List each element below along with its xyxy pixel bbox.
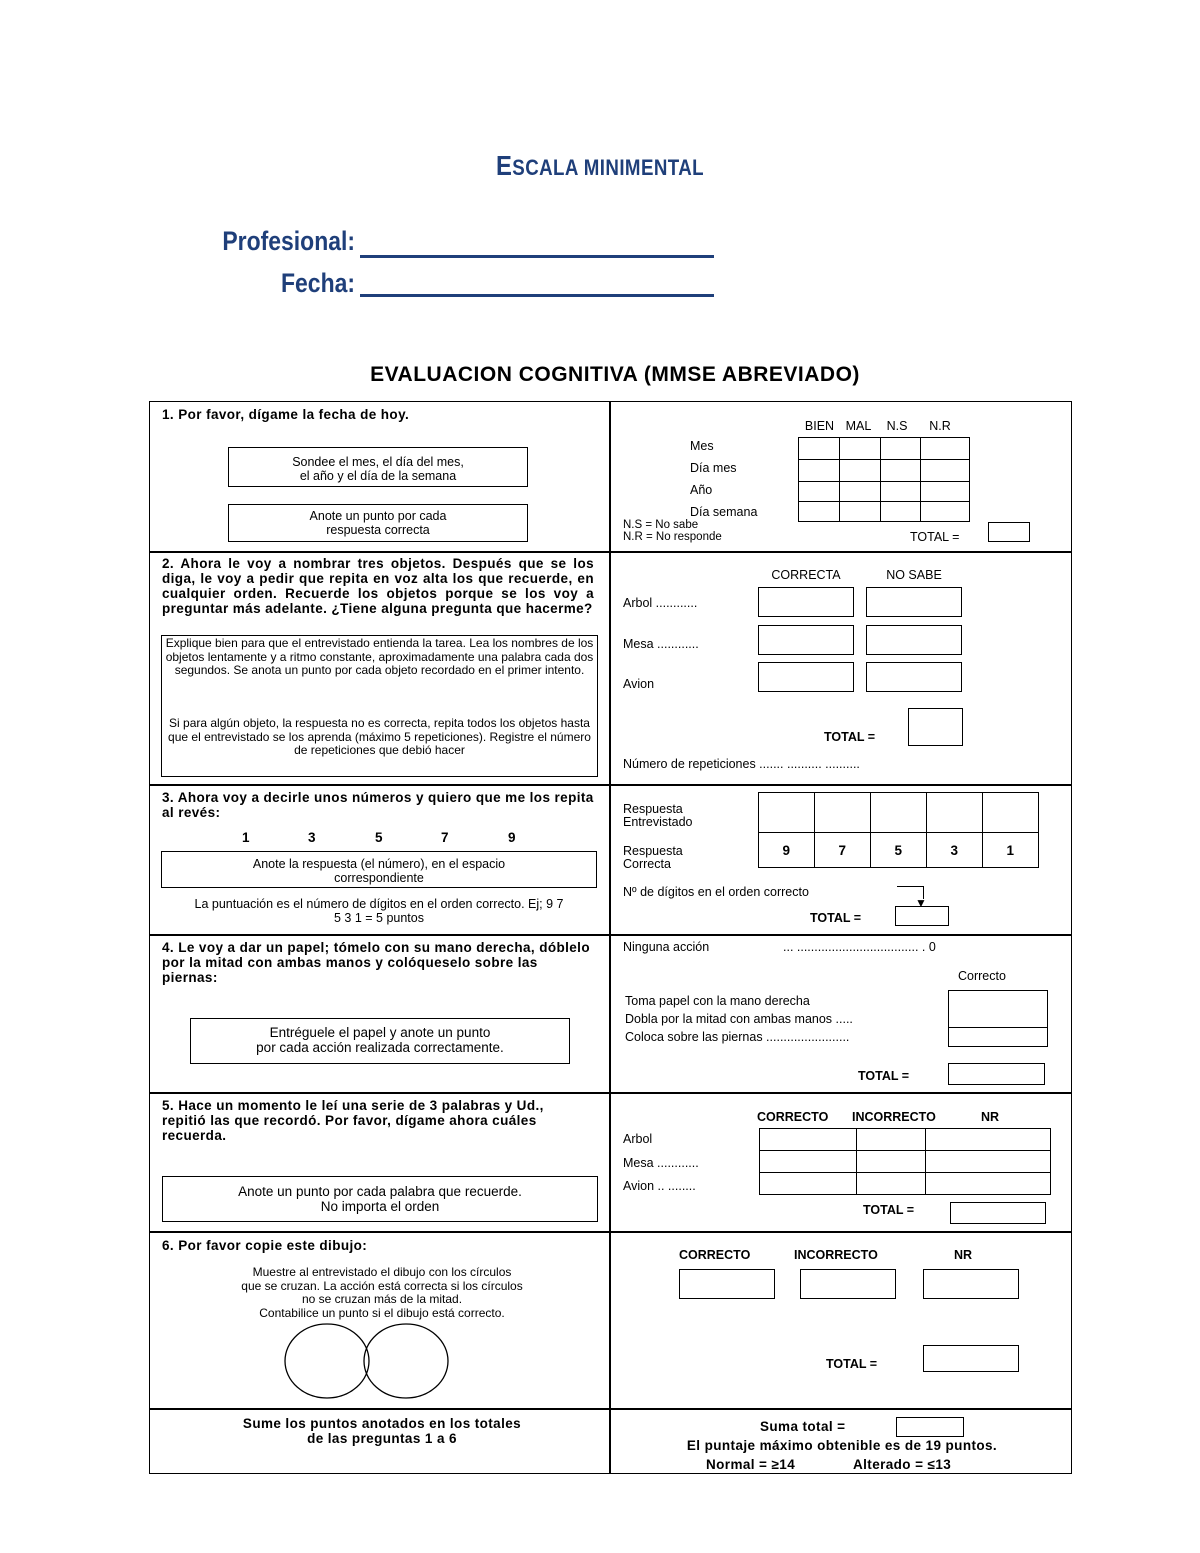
q1-question: 1. Por favor, dígame la fecha de hoy. [162,407,410,422]
q6-total-label: TOTAL = [826,1357,878,1371]
q3-total-label: TOTAL = [810,911,862,925]
q2-avion-correcta-box[interactable] [758,662,854,692]
q2-col-no-sabe: NO SABE [886,568,942,582]
q4-ninguna-dots: ... ................................... . 0 [783,940,936,954]
q6-col-incorrecto: INCORRECTO [794,1248,878,1262]
circle-left [285,1324,369,1398]
q1-row-dia-semana: Día semana [690,505,758,519]
q1-col-ns: N.S [886,419,908,433]
q1-row-ano: Año [690,483,713,497]
q6-incorrecto-box[interactable] [800,1269,896,1299]
q1-col-mal: MAL [845,419,872,433]
q4-action-grid[interactable] [948,990,1048,1047]
q3-number: 1 [242,830,250,845]
footer-max-score: El puntaje máximo obtenible es de 19 puntos. [686,1438,998,1453]
q3-instruction-box: Anote la respuesta (el número), en el espacio correspondiente [161,851,597,888]
q5-total-box[interactable] [950,1202,1046,1224]
footer-sum-instructions: Sume los puntos anotados en los totales de las preguntas 1 a 6 [242,1416,522,1446]
q2-mesa-nosabe-box[interactable] [866,625,962,655]
q2-col-correcta: CORRECTA [771,568,841,582]
fecha-label: Fecha: [281,268,355,298]
q2-item-mesa: Mesa ............ [623,637,699,651]
q6-nr-box[interactable] [923,1269,1019,1299]
footer-suma-total-box[interactable] [896,1417,964,1437]
q4-question: 4. Le voy a dar un papel; tómelo con su mano derecha, dóblelo por la mitad con ambas manos y colóqueselo sobre las piernas: [162,940,590,985]
q3-correct-digit: 1 [983,833,1039,868]
q5-instruction-box: Anote un punto por cada palabra que recuerde. No importa el orden [162,1176,598,1222]
q2-repeat-text: Si para algún objeto, la respuesta no es correcta, repita todos los objetos hasta que el entrevistado se los aprenda (máximo 5 repeticiones). Registre el número de repeticiones que debió hacer [168,716,591,757]
q6-question: 6. Por favor copie este dibujo: [162,1238,368,1253]
q1-instruction-box: Sondee el mes, el día del mes, el año y el día de la semana [228,447,528,487]
q3-number: 7 [441,830,449,845]
q1-legend-ns: N.S = No sabe [623,519,699,531]
q2-total-label: TOTAL = [824,730,876,744]
intersecting-circles-drawing [280,1322,460,1402]
section-divider [149,1092,1072,1094]
q1-row-mes: Mes [690,439,714,453]
q4-total-box[interactable] [948,1063,1045,1085]
footer-normal: Normal = ≥14 [706,1457,796,1472]
section-divider [149,934,1072,936]
q4-ninguna: Ninguna acción [623,940,710,954]
profesional-field[interactable] [360,255,714,258]
q5-answer-grid[interactable] [759,1128,1051,1195]
q2-instruction-text: Explique bien para que el entrevistado entienda la tarea. Lea los nombres de los objetos lentamente y a ritmo constante, aproximadamente una palabra cada dos segundos. Se anota un punto por cada objeto recordado en el primer intento. [165,636,594,677]
q5-col-correcto: CORRECTO [757,1110,829,1124]
q5-item-avion: Avion .. ........ [623,1179,696,1193]
section-divider [149,1231,1072,1233]
q2-repeticiones: Número de repeticiones ....... .......... .......... [623,757,860,771]
q4-action: Coloca sobre las piernas ........................ [625,1030,850,1044]
q1-scoring-box: Anote un punto por cada respuesta correcta [228,504,528,542]
q5-item-arbol: Arbol [623,1132,653,1146]
q3-resp-correcta: Respuesta Correcta [623,844,683,871]
q6-correcto-box[interactable] [679,1269,775,1299]
q1-legend-nr: N.R = No responde [623,531,722,543]
q3-question: 3. Ahora voy a decirle unos números y quiero que me los repita al revés: [162,790,594,820]
circle-right [364,1324,448,1398]
q4-col-correcto: Correcto [958,969,1006,983]
q3-digit-grid[interactable] [758,792,1039,868]
q2-item-avion: Avion [623,677,655,691]
q3-n-digitos: Nº de dígitos en el orden correcto [623,885,809,899]
q1-total-label: TOTAL = [910,530,960,544]
q2-arbol-correcta-box[interactable] [758,587,854,617]
section-divider [149,551,1072,553]
q2-arbol-nosabe-box[interactable] [866,587,962,617]
q1-col-bien: BIEN [804,419,835,433]
header-title-rest: SCALA MINIMENTAL [512,155,705,180]
fecha-field[interactable] [360,294,714,297]
q2-question: 2. Ahora le voy a nombrar tres objetos. Después que se los diga, le voy a pedir que repita en voz alta los que recuerde, en cualquier orden. Recuerde los objetos porque se los voy a preguntar más adelante. ¿Tiene alguna pregunta que hacerme? [162,556,594,616]
q6-total-box[interactable] [923,1345,1019,1372]
q3-number: 9 [508,830,516,845]
q6-instructions: Muestre al entrevistado el dibujo con los círculos que se cruzan. La acción está correcta si los círculos no se cruzan más de la mitad. Contabilice un punto si el dibujo está correcto. [241,1265,523,1320]
q3-correct-digit: 3 [927,833,983,868]
footer-suma-total-label: Suma total = [760,1419,846,1434]
q3-number: 3 [308,830,316,845]
q2-total-box[interactable] [908,708,963,746]
q5-col-incorrecto: INCORRECTO [852,1110,936,1124]
q4-action: Toma papel con la mano derecha [625,994,810,1008]
section-divider [149,784,1072,786]
q4-action: Dobla por la mitad con ambas manos ..... [625,1012,853,1026]
q1-col-nr: N.R [929,419,951,433]
q6-col-nr: NR [954,1248,973,1262]
q1-answer-grid[interactable] [798,437,970,522]
q2-avion-nosabe-box[interactable] [866,662,962,692]
column-divider [609,401,611,1474]
q3-total-box[interactable] [895,906,949,926]
q5-col-nr: NR [981,1110,1000,1124]
q1-total-box[interactable] [988,522,1030,542]
arrow-down-icon: ▼ [915,896,927,910]
q3-resp-entrevistado: Respuesta Entrevistado [623,802,693,829]
section-divider [149,1408,1072,1410]
q3-correct-digit: 5 [871,833,927,868]
q1-row-dia-mes: Día mes [690,461,737,475]
q3-correct-digit: 7 [815,833,871,868]
q6-col-correcto: CORRECTO [679,1248,751,1262]
q3-number: 5 [375,830,383,845]
q5-total-label: TOTAL = [863,1203,915,1217]
profesional-label: Profesional: [222,226,355,256]
q2-item-arbol: Arbol ............ [623,596,698,610]
q4-instruction-box: Entréguele el papel y anote un punto por cada acción realizada correctamente. [190,1018,570,1064]
q5-item-mesa: Mesa ............ [623,1156,699,1170]
q5-question: 5. Hace un momento le leí una serie de 3 palabras y Ud., repitió las que recordó. Por favor, dígame ahora cuáles recuerda. [162,1098,544,1143]
q3-correct-digit: 9 [759,833,815,868]
header-title-cap: E [495,150,513,181]
main-title: EVALUACION COGNITIVA (MMSE ABREVIADO) [370,363,860,386]
q3-scoring-text: La puntuación es el número de dígitos en el orden correcto. Ej; 9 7 5 3 1 = 5 puntos [194,897,564,925]
page-header-title [90,150,1110,182]
q2-mesa-correcta-box[interactable] [758,625,854,655]
q4-total-label: TOTAL = [858,1069,910,1083]
footer-alterado: Alterado = ≤13 [853,1457,952,1472]
